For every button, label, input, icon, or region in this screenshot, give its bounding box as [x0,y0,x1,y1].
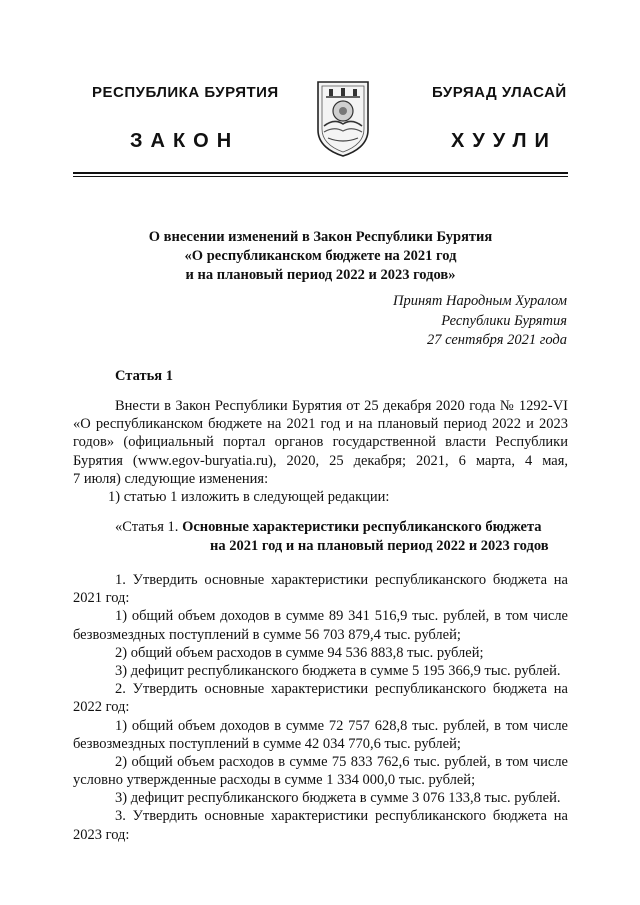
republic-name-bua: БУРЯАД УЛАСАЙ [432,84,567,101]
paragraph-line: 3) дефицит республиканского бюджета в сумме 5 195 366,9 тыс. рублей. [115,662,561,679]
paragraph-line: 2) общий объем расходов в сумме 94 536 883,8 тыс. рублей; [115,644,484,661]
adoption-date: 27 сентября 2021 года [426,332,567,348]
law-label-bua: ХУУЛИ [451,130,557,152]
quoted-article-title [115,518,575,556]
header-rule-thick [73,172,568,174]
law-title-line: «О республиканском бюджете на 2021 год [184,248,457,264]
paragraph-line: 2022 год: [73,699,130,716]
paragraph-line: безвозмездных поступлений в сумме 56 703 879,4 тыс. рублей; [73,626,461,643]
republic-name-ru: РЕСПУБЛИКА БУРЯТИЯ [92,84,279,101]
coat-of-arms-icon [314,78,372,158]
paragraph-line: безвозмездных поступлений в сумме 42 034 770,6 тыс. рублей; [73,735,461,752]
paragraph-line: 2021 год: [73,590,130,607]
paragraph-line: 2023 год: [73,826,130,843]
adoption-line: Принят Народным Хуралом [392,293,567,309]
quoted-article-prefix: «Статья 1. [115,519,179,535]
article-intro-paragraph [73,397,568,506]
quoted-article-title-line: Основные характеристики республиканского бюджета [182,519,542,535]
paragraph-line: 1. Утвердить основные характеристики республиканского бюджета на [115,572,568,588]
law-title [73,228,568,285]
header-rule-thin [73,176,568,177]
paragraph-line: «О республиканском бюджете на 2021 год и на плановый период 2022 и 2023 [73,416,568,433]
adoption-line: Республики Бурятия [441,312,567,329]
quoted-article-title-line: на 2021 год и на плановый период 2022 и 2023 годов [210,538,549,554]
paragraph-line: 1) общий объем доходов в сумме 89 341 516,9 тыс. рублей, в том числе [115,608,568,625]
article-heading: Статья 1 [115,368,173,384]
budget-characteristics [73,571,568,844]
paragraph-line: 2. Утвердить основные характеристики республиканского бюджета на [115,681,568,698]
paragraph-line: 7 июля) следующие изменения: [73,470,269,487]
adoption-note [267,292,567,351]
paragraph-line: 2) общий объем расходов в сумме 75 833 762,6 тыс. рублей, в том числе [115,753,568,770]
paragraph-line: 1) общий объем доходов в сумме 72 757 628,8 тыс. рублей, в том числе [115,717,568,734]
law-title-line: О внесении изменений в Закон Республики Бурятия [148,229,493,245]
paragraph-line: 3. Утвердить основные характеристики республиканского бюджета на [115,808,568,825]
law-title-line: и на плановый период 2022 и 2023 годов» [185,267,456,283]
paragraph-line: Бурятия (www.egov-buryatia.ru), 2020, 25 декабря; 2021, 6 марта, 4 мая, [73,452,568,469]
paragraph-line: Внести в Закон Республики Бурятия от 25 декабря 2020 года № 1292-VI [115,398,568,414]
paragraph-line: 1) статью 1 изложить в следующей редакции: [108,488,390,505]
paragraph-line: 3) дефицит республиканского бюджета в сумме 3 076 133,8 тыс. рублей. [115,790,561,807]
paragraph-line: годов» (официальный портал органов государственной власти Республики [73,434,568,451]
paragraph-line: условно утвержденные расходы в сумме 1 334 000,0 тыс. рублей; [73,772,476,789]
law-label-ru: ЗАКОН [130,130,240,152]
